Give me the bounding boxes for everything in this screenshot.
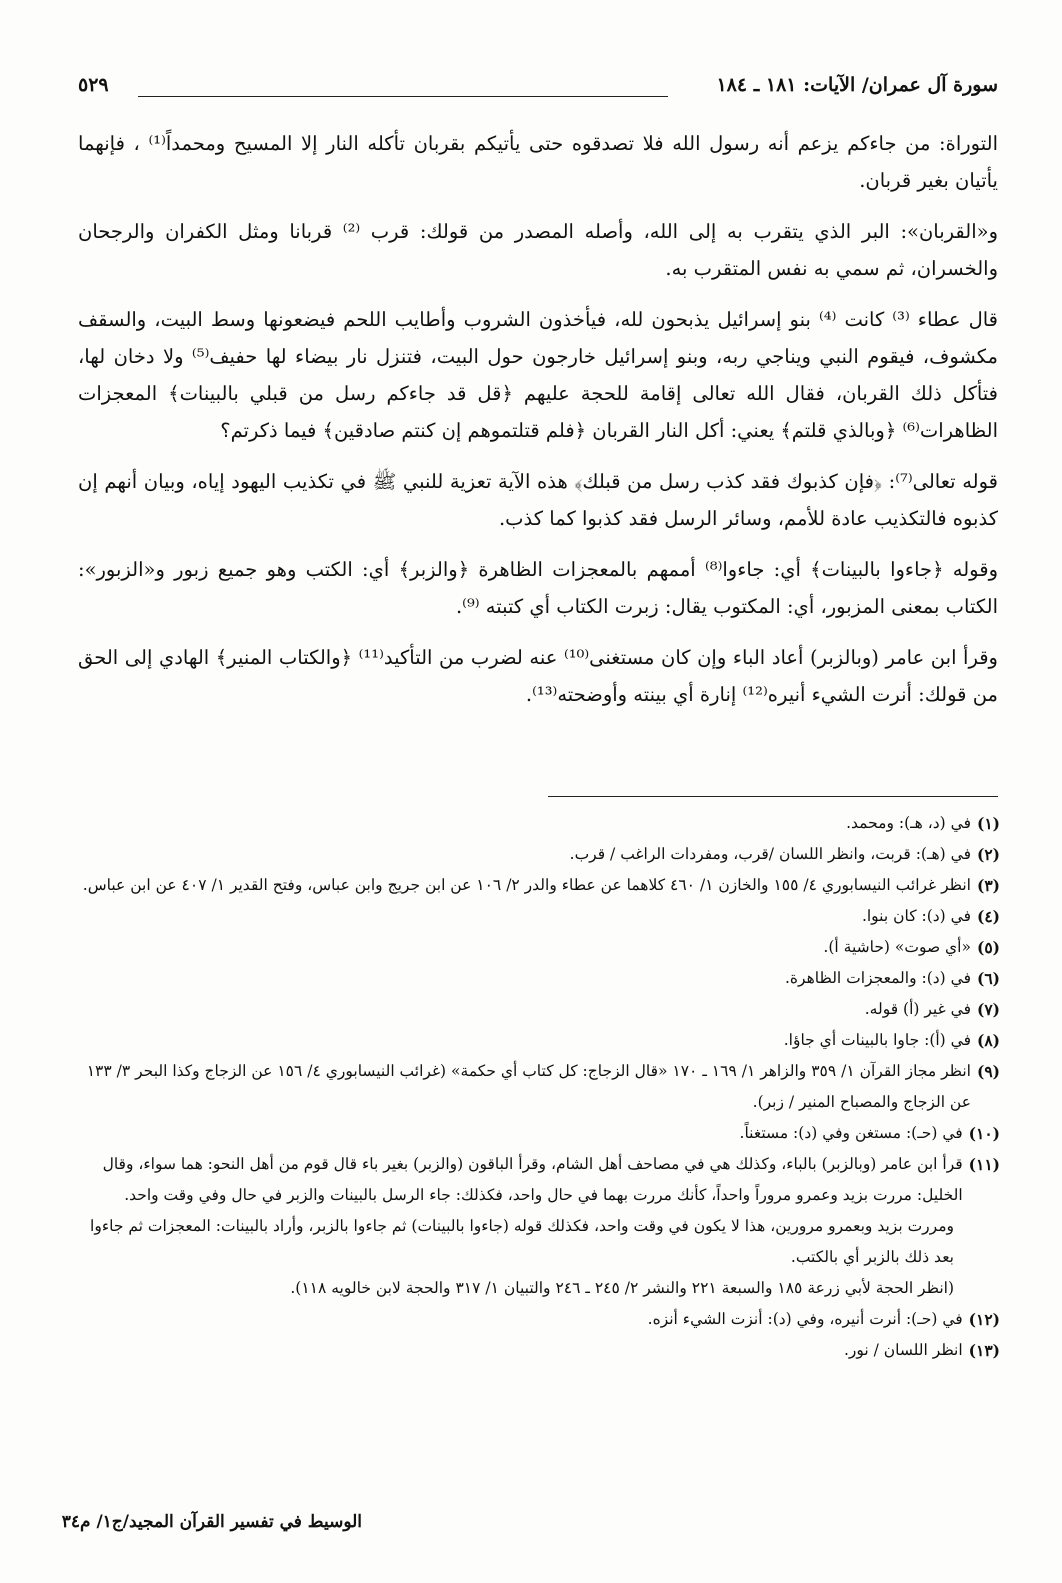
footnote-number: (١)	[976, 814, 1000, 833]
footnote-number: (٩)	[976, 1062, 1000, 1081]
footnote-number: (٨)	[976, 1031, 1000, 1050]
footnote-separator	[548, 796, 998, 797]
footnote-text: في (هـ): قربت، وانظر اللسان /قرب، ومفردات الراغب / قرب.	[569, 845, 971, 863]
footnote	[70, 839, 1000, 870]
footnote	[70, 1056, 1000, 1118]
page-number: ٥٢٩	[78, 74, 109, 96]
footnote-text: في (د): والمعجزات الظاهرة.	[785, 969, 971, 987]
footnote	[70, 1335, 1000, 1366]
footnote-text: في (د، هـ): ومحمد.	[846, 814, 971, 832]
footnote-text: «أي صوت» (حاشية أ).	[823, 938, 971, 956]
surah-title: سورة آل عمران/ الآيات: ١٨١ ـ ١٨٤	[716, 74, 998, 96]
footnote-text: انظر اللسان / نور.	[843, 1341, 963, 1359]
footnote-number: (٦)	[976, 969, 1000, 988]
footnote	[70, 932, 1000, 963]
footnote-text: في (أ): جاوا بالبينات أي جاؤا.	[783, 1031, 971, 1049]
footnote-text: ومررت بزيد وبعمرو مرورين، هذا لا يكون في وقت واحد، فكذلك قوله (جاءوا بالبينات) ثم جاءوا بالزبر، وأراد بالبينات: المعجزات ثم جاءوا بعد ذلك بالزبر أي بالكتب.	[90, 1217, 954, 1266]
footnote-number: (١٣)	[968, 1341, 1000, 1360]
paragraph: قال عطاء ⁽³⁾ كانت ⁽⁴⁾ بنو إسرائيل يذبحون لله، فيأخذون الشروب وأطايب اللحم فيضعونها وسط البيت، والسقف مكشوف، فيقوم النبي ويناجي ربه، وبنو إسرائيل خارجون حول البيت، فتنزل نار بيضاء لها حفيف⁽⁵⁾ ولا دخان لها، فتأكل ذلك القربان، فقال الله تعالى إقامة للحجة عليهم ﴿قل قد جاءكم رسل من قبلي بالبينات﴾ المعجزات الظاهرات⁽⁶⁾ ﴿وبالذي قلتم﴾ يعني: أكل النار القربان ﴿فلم قتلتموهم إن كنتم صادقين﴾ فيما ذكرتم؟	[78, 308, 999, 442]
footnote-number: (٥)	[976, 938, 1000, 957]
footnote-text: انظر غرائب النيسابوري ٤/ ١٥٥ والخازن ١/ ٤٦٠ كلاهما عن عطاء والدر ٢/ ١٠٦ عن ابن جريج وابن عباس، وفتح القدير ١/ ٤٠٧ عن ابن عباس.	[82, 876, 971, 894]
footnote-text: في غير (أ) قوله.	[864, 1000, 971, 1018]
header-rule	[138, 96, 668, 97]
footnote-text: (انظر الحجة لأبي زرعة ١٨٥ والسبعة ٢٢١ والنشر ٢/ ٢٤٥ ـ ٢٤٦ والتبيان ١/ ٣١٧ والحجة لابن خالويه ١١٨).	[290, 1279, 954, 1297]
paragraph: وقرأ ابن عامر (وبالزبر) أعاد الباء وإن كان مستغنى⁽¹⁰⁾ عنه لضرب من التأكيد⁽¹¹⁾ ﴿والكتاب المنير﴾ الهادي إلى الحق من قولك: أنرت الشيء أنيره⁽¹²⁾ إنارة أي بينته وأوضحته⁽¹³⁾.	[78, 646, 998, 706]
footnote-number	[954, 1273, 960, 1304]
footnote	[70, 1025, 1000, 1056]
footnote	[70, 1149, 1000, 1211]
footnote-text: في (د): كان بنوا.	[861, 907, 971, 925]
footnote-text: في (حـ): أنرت أنيره، وفي (د): أنزت الشيء أنزه.	[647, 1310, 963, 1328]
paragraph: و«القربان»: البر الذي يتقرب به إلى الله، وأصله المصدر من قولك: قرب ⁽²⁾ قربانا ومثل الكفران والرجحان والخسران، ثم سمي به نفس المتقرب به.	[78, 220, 999, 280]
footnote-continuation	[70, 1211, 1000, 1273]
footnote-number: (١٢)	[968, 1310, 1000, 1329]
footnote	[70, 1118, 1000, 1149]
footnote-number	[954, 1211, 960, 1273]
footnote	[70, 963, 1000, 994]
paragraph: قوله تعالى⁽⁷⁾: ﴿فإن كذبوك فقد كذب رسل من قبلك﴾ هذه الآية تعزية للنبي ﷺ في تكذيب اليهود إياه، وبيان أنهم إن كذبوه فالتكذيب عادة للأمم، وسائر الرسل فقد كذبوا كما كذب.	[78, 470, 998, 530]
footnote-text: انظر مجاز القرآن ١/ ٣٥٩ والزاهر ١/ ١٦٩ ـ ١٧٠ «قال الزجاج: كل كتاب أي حكمة» (غرائب النيسابوري ٤/ ١٥٦ عن الزجاج وكذا البحر ٣/ ١٣٣ عن الزجاج والمصباح المنير / زبر).	[86, 1062, 971, 1111]
footnote	[70, 870, 1000, 901]
running-header	[78, 74, 998, 108]
footnote-number: (٧)	[976, 1000, 1000, 1019]
paragraph: وقوله ﴿جاءوا بالبينات﴾ أي: جاءوا⁽⁸⁾ أممهم بالمعجزات الظاهرة ﴿والزبر﴾ أي: الكتب وهو جميع زبور و«الزبور»: الكتاب بمعنى المزبور، أي: المكتوب يقال: زبرت الكتاب أي كتبته ⁽⁹⁾.	[78, 558, 998, 618]
footnote-number: (١٠)	[968, 1124, 1000, 1143]
main-text	[78, 125, 998, 727]
footnote-text: في (حـ): مستغن وفي (د): مستغناً.	[739, 1124, 963, 1142]
paragraph: التوراة: من جاءكم يزعم أنه رسول الله فلا تصدقوه حتى يأتيكم بقربان تأكله النار إلا المسيح ومحمداً⁽¹⁾ ، فإنهما يأتيان بغير قربان.	[78, 132, 998, 192]
footnote-number: (١١)	[968, 1155, 1000, 1174]
footnote-text: قرأ ابن عامر (وبالزبر) بالباء، وكذلك هي في مصاحف أهل الشام، وقرأ الباقون (والزبر) بغير باء قال قوم من أهل النحو: هما سواء، وقال الخليل: مررت بزيد وعمرو مروراً واحداً، كأنك مررت بهما في حال واحد، فكذلك: جاء الرسل بالبينات والزبر في حال وفي وقت واحد.	[102, 1155, 963, 1204]
footnote-number: (٢)	[976, 845, 1000, 864]
footnote-continuation	[70, 1273, 1000, 1304]
footnote-number: (٣)	[976, 876, 1000, 895]
footnote	[70, 994, 1000, 1025]
footnote-number: (٤)	[976, 907, 1000, 926]
footnotes	[70, 808, 1000, 1366]
book-footer: الوسيط في تفسير القرآن المجيد/ج١/ م٣٤	[61, 1512, 362, 1532]
footnote	[70, 808, 1000, 839]
footnote	[70, 901, 1000, 932]
footnote	[70, 1304, 1000, 1335]
